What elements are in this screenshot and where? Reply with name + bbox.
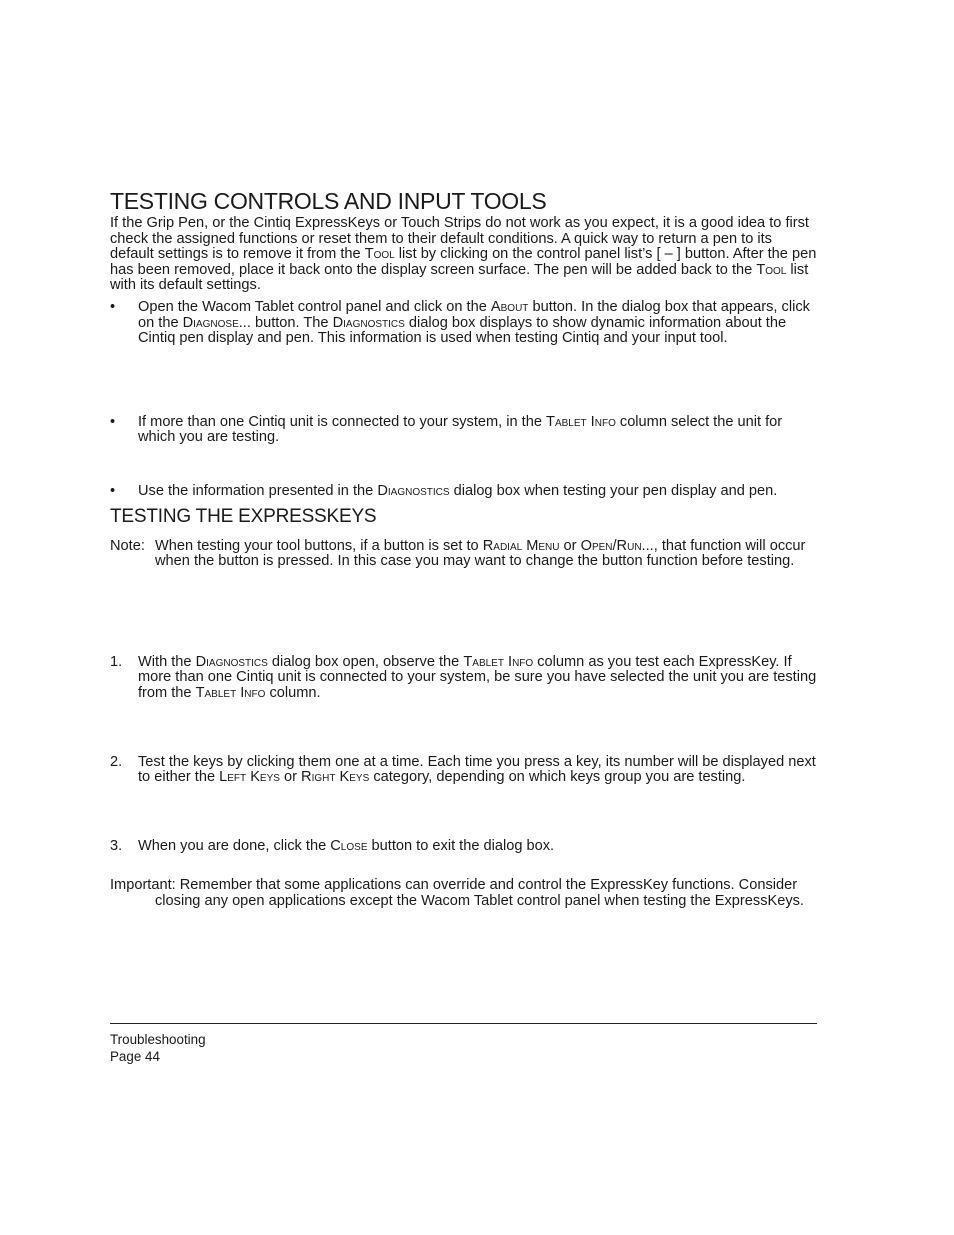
intro-text-2: list by clicking on the control panel list’s [ – ] button. After the pen has been removed, place it back onto the display screen surface. The pen will be added back to the bbox=[110, 246, 817, 278]
bullet-marker: • bbox=[110, 482, 116, 499]
diagnostics-term: Diagnostics bbox=[195, 653, 268, 670]
step-1-text-3: column as you test each ExpressKey. If more than one Cintiq unit is connected to your system, be sure you have selected the unit you are testing from the bbox=[138, 653, 817, 701]
intro-text-3: list with its default settings. bbox=[110, 261, 809, 294]
step-1-text-1: With the bbox=[138, 653, 196, 670]
important-text: Remember that some applications can override and control the ExpressKey functions. Consider closing any open applications except the Wacom Tablet control panel when testing the ExpressKeys. bbox=[155, 877, 804, 909]
tablet-info-term: Tablet Info bbox=[546, 413, 616, 430]
bullet-item-3 bbox=[110, 484, 817, 500]
close-term: Close bbox=[330, 837, 368, 854]
radial-menu-term: Radial Menu bbox=[482, 537, 560, 554]
tool-term: Tool bbox=[756, 261, 787, 278]
step-2-text-1: Test the keys by clicking them one at a time. Each time you press a key, its number will be displayed next to either the bbox=[138, 753, 816, 786]
bullet-marker: • bbox=[110, 299, 116, 315]
step-1-text-4: column. bbox=[265, 684, 321, 701]
step-2 bbox=[110, 755, 817, 786]
footer-section: Troubleshooting bbox=[110, 1032, 206, 1047]
step-2-text-3: category, depending on which keys group you are testing. bbox=[369, 769, 746, 786]
step-3-text-1: When you are done, click the bbox=[138, 837, 331, 854]
bullet-2-text-1: If more than one Cintiq unit is connected to your system, in the bbox=[138, 413, 547, 430]
bullet-3-text-1: Use the information presented in the bbox=[138, 482, 378, 499]
important-label: Important: bbox=[110, 877, 176, 894]
step-3-text-2: button to exit the dialog box. bbox=[367, 837, 555, 854]
intro-text-1: If the Grip Pen, or the Cintiq ExpressKeys or Touch Strips do not work as you expect, it is a good idea to first check the assigned functions or reset them to their default conditions. A quick way to return a pen to its default settings is to remove it from the bbox=[110, 215, 809, 263]
note-paragraph bbox=[110, 539, 817, 570]
diagnostics-term: Diagnostics bbox=[332, 314, 405, 331]
bullet-1-text-3: ... button. The bbox=[238, 314, 333, 331]
step-2-text-2: or bbox=[279, 769, 302, 786]
left-keys-term: Left Keys bbox=[219, 769, 280, 786]
step-number: 1. bbox=[110, 653, 123, 670]
diagnostics-term: Diagnostics bbox=[377, 482, 450, 499]
bullet-item-2 bbox=[110, 415, 817, 446]
about-term: About bbox=[490, 299, 529, 315]
bullet-1-text-4: dialog box displays to show dynamic information about the Cintiq pen display and pen. This information is used when testing Cintiq and your input tool. bbox=[138, 314, 787, 347]
open-run-term: Open/Run bbox=[580, 537, 642, 554]
main-heading: TESTING CONTROLS AND INPUT TOOLS bbox=[110, 188, 547, 214]
bullet-2-text-2: column select the unit for which you are testing. bbox=[138, 413, 783, 446]
note-label: Note: bbox=[110, 537, 145, 554]
note-text-2: or bbox=[559, 537, 581, 554]
tool-term: Tool bbox=[364, 246, 395, 263]
subheading: TESTING THE EXPRESSKEYS bbox=[110, 506, 377, 527]
step-number: 3. bbox=[110, 837, 123, 854]
page-footer bbox=[110, 1031, 206, 1065]
important-paragraph bbox=[110, 878, 817, 909]
note-text-1: When testing your tool buttons, if a button is set to bbox=[155, 537, 483, 554]
page-content bbox=[110, 0, 817, 909]
right-keys-term: Right Keys bbox=[301, 769, 370, 786]
intro-paragraph bbox=[110, 216, 817, 294]
bullet-1-text-2: button. In the dialog box that appears, click on the bbox=[138, 299, 810, 331]
bullet-3-text-2: dialog box when testing your pen display and pen. bbox=[449, 482, 778, 499]
bullet-1-text-1: Open the Wacom Tablet control panel and click on the bbox=[138, 299, 491, 315]
footer-divider bbox=[110, 1023, 817, 1024]
step-1-text-2: dialog box open, observe the bbox=[267, 653, 464, 670]
step-number: 2. bbox=[110, 753, 123, 770]
step-3 bbox=[110, 839, 817, 855]
diagnose-term: Diagnose bbox=[182, 314, 239, 331]
bullet-item-1 bbox=[110, 300, 817, 347]
tablet-info-term: Tablet Info bbox=[463, 653, 534, 670]
page-number: Page 44 bbox=[110, 1049, 160, 1064]
note-text-3: ..., that function will occur when the button is pressed. In this case you may want to change the button function before testing. bbox=[155, 537, 806, 570]
bullet-marker: • bbox=[110, 413, 116, 430]
tablet-info-term: Tablet Info bbox=[195, 684, 266, 701]
step-1 bbox=[110, 655, 817, 702]
